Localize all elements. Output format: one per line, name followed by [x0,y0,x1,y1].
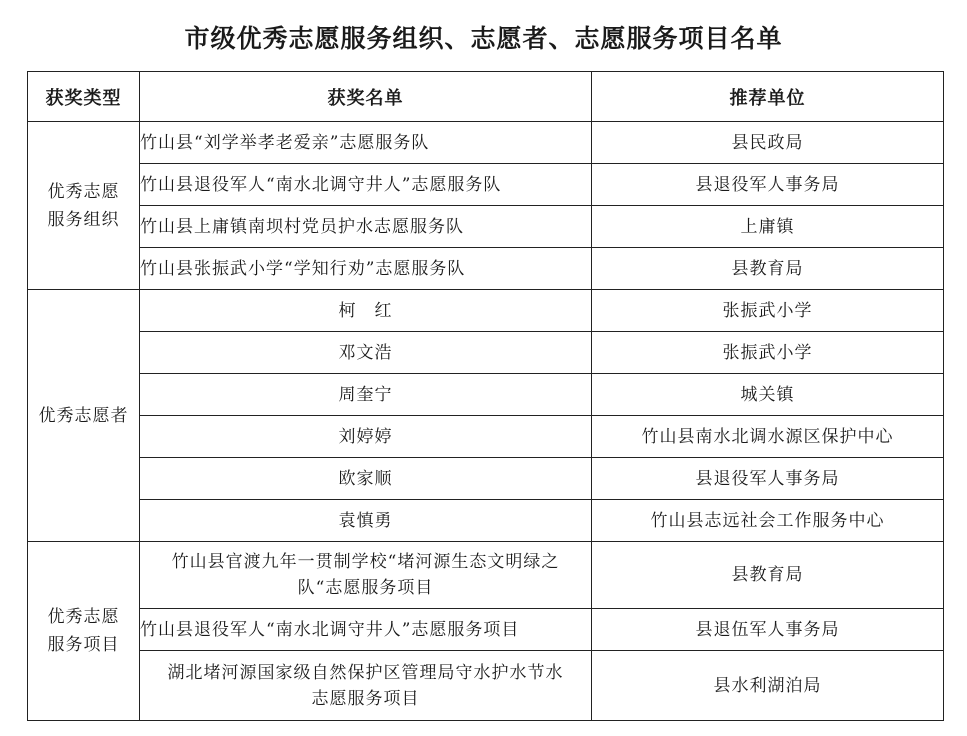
recommending-unit: 竹山县志远社会工作服务中心 [592,500,944,542]
header-award-list: 获奖名单 [140,72,592,122]
table-row [28,332,944,374]
recommending-unit: 县民政局 [592,122,944,164]
recommending-unit: 上庸镇 [592,206,944,248]
category-label: 服务组织 [47,209,120,230]
table-row [28,609,944,651]
award-name: 竹山县上庸镇南坝村党员护水志愿服务队 [140,206,592,248]
award-name-line: 队“志愿服务项目 [297,578,434,598]
award-name: 竹山县“刘学举孝老爱亲”志愿服务队 [140,122,592,164]
award-name: 欧家顺 [140,458,592,500]
category-cell-organization [28,122,140,290]
recommending-unit: 城关镇 [592,374,944,416]
award-name-line: 湖北堵河源国家级自然保护区管理局守水护水节水 [167,662,564,683]
category-label: 优秀志愿者 [38,405,129,426]
header-award-type: 获奖类型 [28,72,140,122]
table-row [28,164,944,206]
award-name [140,651,592,721]
category-label: 优秀志愿 [47,181,120,202]
recommending-unit: 县教育局 [592,542,944,609]
recommending-unit: 县教育局 [592,248,944,290]
table-row [28,206,944,248]
award-name: 周奎宁 [140,374,592,416]
award-name: 竹山县退役军人“南水北调守井人”志愿服务队 [140,164,592,206]
category-label: 服务项目 [47,635,120,655]
table-row [28,374,944,416]
page-title: 市级优秀志愿服务组织、志愿者、志愿服务项目名单 [184,24,783,53]
recommending-unit: 县退役军人事务局 [592,458,944,500]
award-name: 竹山县张振武小学“学知行劝”志愿服务队 [140,248,592,290]
category-cell-volunteer [28,290,140,542]
award-name [140,542,592,609]
award-name: 袁慎勇 [140,500,592,542]
recommending-unit: 县退役军人事务局 [592,164,944,206]
award-name: 柯 红 [140,290,592,332]
award-name-line: 竹山县官渡九年一贯制学校“堵河源生态文明绿之 [171,552,560,572]
category-cell-project [28,542,140,721]
table-header-row [28,72,944,122]
recommending-unit: 竹山县南水北调水源区保护中心 [592,416,944,458]
honor-list-table [27,71,944,721]
recommending-unit: 县水利湖泊局 [592,651,944,721]
category-label: 优秀志愿 [47,607,120,627]
header-recommending-unit: 推荐单位 [592,72,944,122]
table-row [28,500,944,542]
award-name: 竹山县退役军人“南水北调守井人”志愿服务项目 [140,609,592,651]
table-row [28,416,944,458]
recommending-unit: 张振武小学 [592,332,944,374]
table-row [28,458,944,500]
table-row [28,542,944,609]
table-row [28,248,944,290]
recommending-unit: 张振武小学 [592,290,944,332]
award-name: 刘婷婷 [140,416,592,458]
award-name-line: 志愿服务项目 [311,688,420,709]
table-row [28,651,944,721]
table-row [28,290,944,332]
table-row [28,122,944,164]
award-name: 邓文浩 [140,332,592,374]
recommending-unit: 县退伍军人事务局 [592,609,944,651]
